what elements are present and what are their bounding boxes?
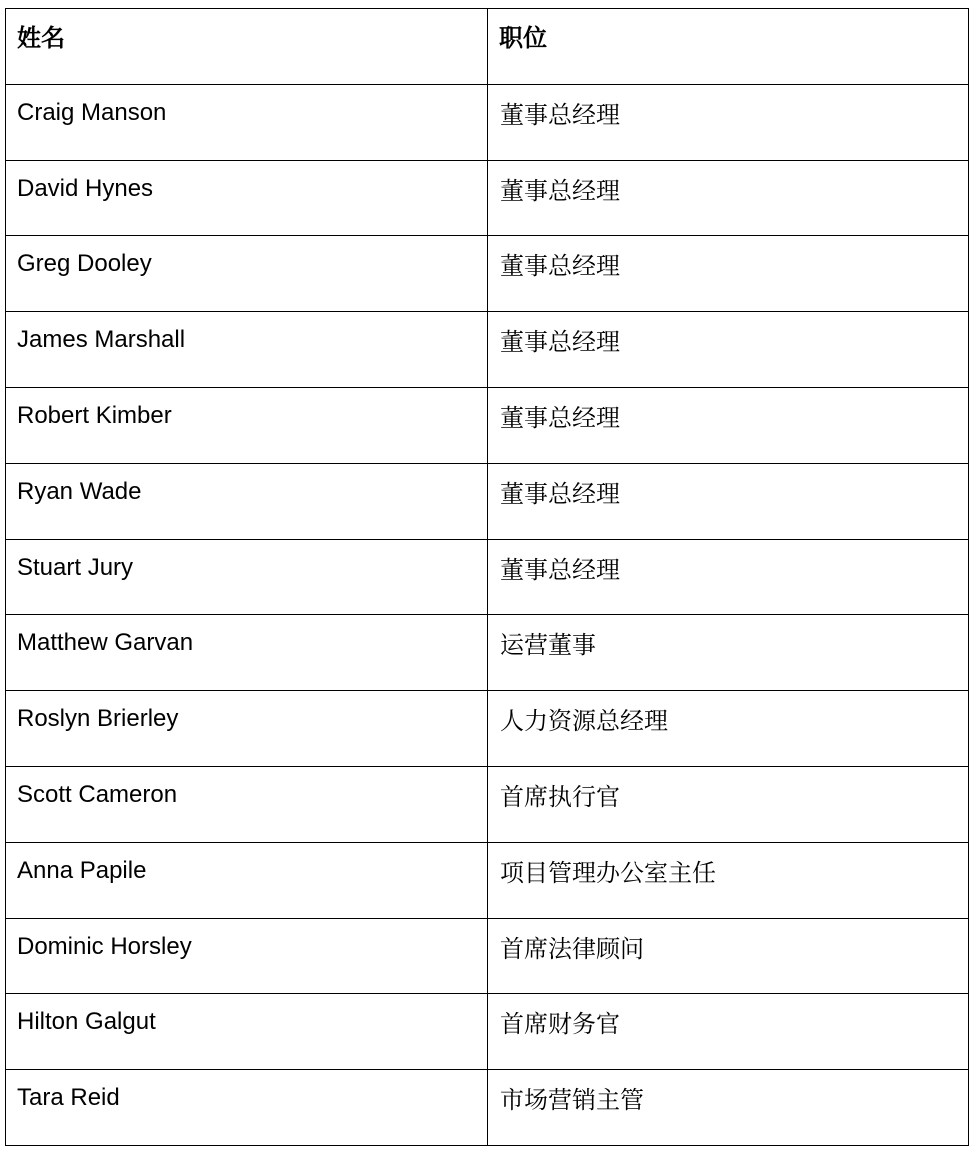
name-cell xyxy=(6,539,488,615)
header-cell-name xyxy=(6,9,488,85)
header-cell-title xyxy=(488,9,969,85)
name-cell xyxy=(6,84,488,160)
table-row xyxy=(6,1070,969,1146)
name-cell xyxy=(6,160,488,236)
person-name: Greg Dooley xyxy=(17,250,152,278)
title-cell xyxy=(488,691,969,767)
person-title: 首席财务官 xyxy=(500,1010,620,1039)
person-title: 人力资源总经理 xyxy=(500,707,668,736)
person-name: Ryan Wade xyxy=(17,477,142,505)
table-header-row xyxy=(6,9,969,85)
name-cell xyxy=(6,1070,488,1146)
title-cell xyxy=(488,312,969,388)
person-name: Robert Kimber xyxy=(17,401,172,429)
name-cell xyxy=(6,691,488,767)
header-title-label: 职位 xyxy=(499,23,547,52)
table-row xyxy=(6,539,969,615)
person-name: Stuart Jury xyxy=(17,553,134,581)
person-title: 董事总经理 xyxy=(500,176,620,205)
name-cell xyxy=(6,312,488,388)
title-cell xyxy=(488,539,969,615)
person-title: 运营董事 xyxy=(500,631,596,660)
person-name: Tara Reid xyxy=(17,1084,120,1112)
person-title: 董事总经理 xyxy=(500,100,620,129)
table-row xyxy=(6,766,969,842)
table-row xyxy=(6,994,969,1070)
person-name: James Marshall xyxy=(17,326,186,354)
title-cell xyxy=(488,387,969,463)
name-cell xyxy=(6,766,488,842)
staff-table xyxy=(5,8,969,1146)
title-cell xyxy=(488,1070,969,1146)
person-name: Anna Papile xyxy=(17,856,147,884)
table-row xyxy=(6,84,969,160)
title-cell xyxy=(488,160,969,236)
name-cell xyxy=(6,236,488,312)
title-cell xyxy=(488,236,969,312)
staff-table-container xyxy=(5,8,969,1146)
title-cell xyxy=(488,842,969,918)
title-cell xyxy=(488,918,969,994)
name-cell xyxy=(6,463,488,539)
table-row xyxy=(6,160,969,236)
table-row xyxy=(6,236,969,312)
person-title: 项目管理办公室主任 xyxy=(500,858,716,887)
person-title: 董事总经理 xyxy=(500,328,620,357)
table-row xyxy=(6,312,969,388)
name-cell xyxy=(6,387,488,463)
table-row xyxy=(6,842,969,918)
table-row xyxy=(6,918,969,994)
name-cell xyxy=(6,842,488,918)
person-title: 董事总经理 xyxy=(500,403,620,432)
table-row xyxy=(6,615,969,691)
name-cell xyxy=(6,994,488,1070)
person-name: David Hynes xyxy=(17,174,154,202)
person-name: Matthew Garvan xyxy=(17,629,194,657)
person-title: 首席执行官 xyxy=(500,782,620,811)
person-name: Craig Manson xyxy=(17,98,167,126)
name-cell xyxy=(6,918,488,994)
person-title: 董事总经理 xyxy=(500,252,620,281)
person-title: 市场营销主管 xyxy=(500,1086,644,1115)
table-row xyxy=(6,463,969,539)
person-title: 董事总经理 xyxy=(500,479,620,508)
person-title: 首席法律顾问 xyxy=(500,934,644,963)
title-cell xyxy=(488,84,969,160)
person-title: 董事总经理 xyxy=(500,555,620,584)
table-row xyxy=(6,691,969,767)
title-cell xyxy=(488,463,969,539)
person-name: Dominic Horsley xyxy=(17,932,192,960)
header-name-label: 姓名 xyxy=(17,23,65,52)
person-name: Scott Cameron xyxy=(17,780,178,808)
name-cell xyxy=(6,615,488,691)
title-cell xyxy=(488,615,969,691)
title-cell xyxy=(488,994,969,1070)
title-cell xyxy=(488,766,969,842)
person-name: Roslyn Brierley xyxy=(17,705,179,733)
table-row xyxy=(6,387,969,463)
person-name: Hilton Galgut xyxy=(17,1008,156,1036)
